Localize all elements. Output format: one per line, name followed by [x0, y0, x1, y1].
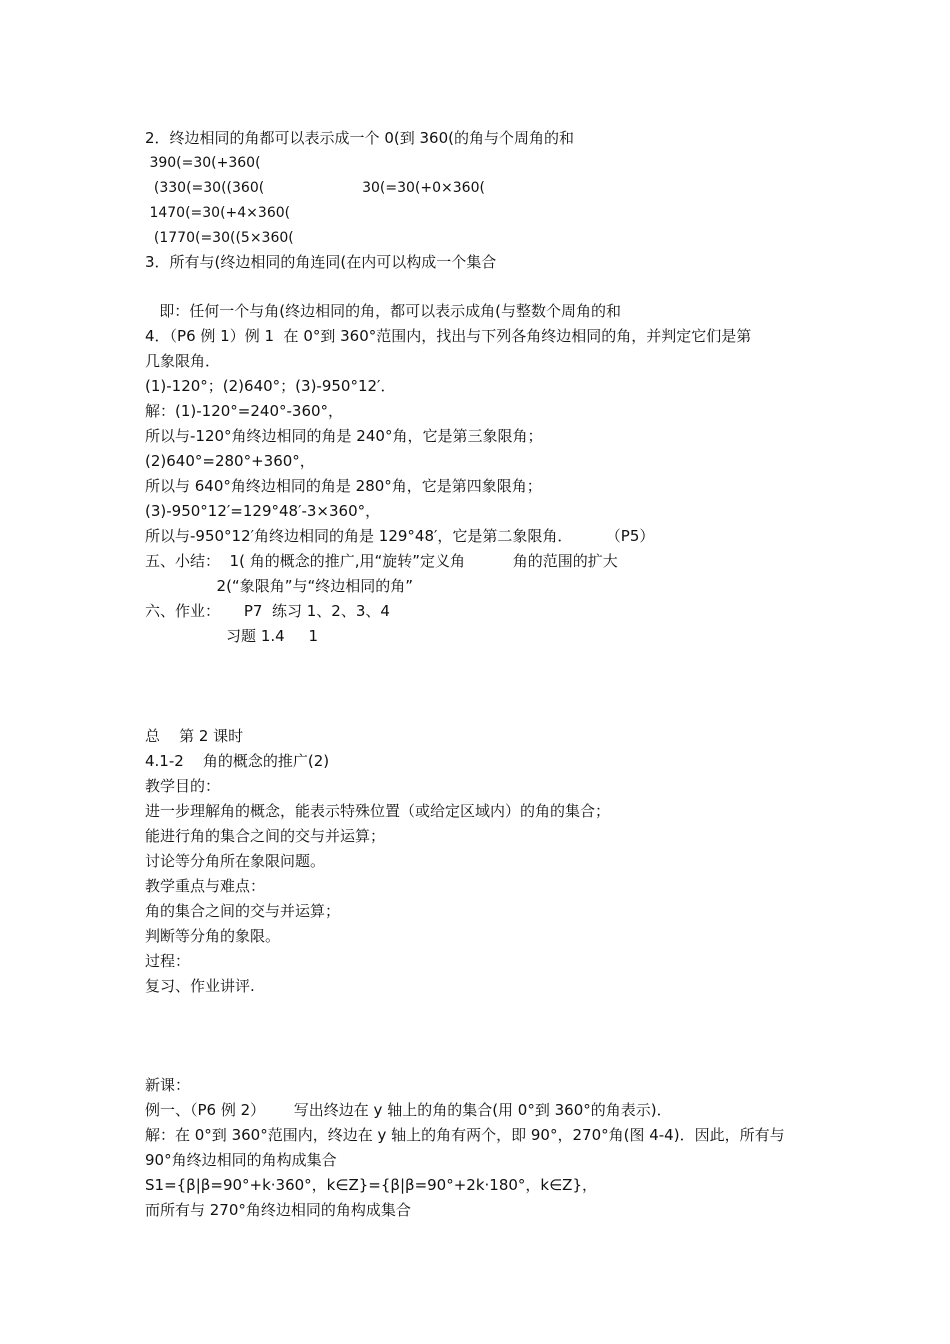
text-line: 进一步理解角的概念，能表示特殊位置（或给定区域内）的角的集合； [145, 802, 611, 820]
text-line: 3．所有与(终边相同的角连同(在内可以构成一个集合 [145, 253, 497, 271]
text-line: 新课： [145, 1076, 191, 1094]
text-line: 解：在 0°到 360°范围内，终边在 y 轴上的角有两个，即 90°，270°角(图 4-4)．因此，所有与 [145, 1126, 785, 1144]
text-line: 复习、作业讲评. [145, 977, 255, 995]
text-line: 1470(=30(+4×360( [145, 205, 291, 221]
text-line: S1={β|β=90°+k·360°，k∈Z}={β|β=90°+2k·180°，k∈Z}， [145, 1176, 597, 1194]
text-line: 例一、（P6 例 2） 写出终边在 y 轴上的角的集合(用 0°到 360°的角表示)． [145, 1101, 672, 1119]
text-line: 能进行角的集合之间的交与并运算； [145, 827, 386, 845]
text-line: 教学目的： [145, 777, 221, 795]
text-line: 所以与-950°12′角终边相同的角是 129°48′，它是第二象限角． （P5） [145, 527, 655, 545]
text-line: 4.1-2 角的概念的推广(2) [145, 752, 330, 770]
text-line: 教学重点与难点： [145, 877, 266, 895]
text-line: 390(=30(+360( [145, 155, 261, 171]
text-line: 几象限角． [145, 352, 221, 370]
text-line: (3)-950°12′=129°48′-3×360°， [145, 502, 381, 520]
text-line: 判断等分角的象限。 [145, 927, 281, 945]
text-line: (1770(=30((5×360( [145, 230, 294, 246]
text-line: 习题 1.4 1 [145, 627, 319, 645]
text-line: 而所有与 270°角终边相同的角构成集合 [145, 1201, 411, 1219]
text-line: 解：(1)-120°=240°-360°， [145, 402, 344, 420]
text-line: 4．（P6 例 1）例 1 在 0°到 360°范围内，找出与下列各角终边相同的角，并判定它们是第 [145, 327, 752, 345]
text-line: 所以与 640°角终边相同的角是 280°角，它是第四象限角； [145, 477, 542, 495]
text-line: 所以与-120°角终边相同的角是 240°角，它是第三象限角； [145, 427, 543, 445]
text-line: 五、小结： 1( 角的概念的推广,用“旋转”定义角 角的范围的扩大 [145, 552, 618, 570]
text-line: (1)-120°；(2)640°；(3)-950°12′． [145, 377, 396, 395]
text-line: 90°角终边相同的角构成集合 [145, 1151, 337, 1169]
text-line: 角的集合之间的交与并运算； [145, 902, 341, 920]
text-line: 六、作业： P7 练习 1、2、3、4 [145, 602, 390, 620]
text-line: 2．终边相同的角都可以表示成一个 0(到 360(的角与个周角的和 [145, 129, 574, 147]
text-line: (2)640°=280°+360°， [145, 452, 315, 470]
text-line: 即：任何一个与角(终边相同的角，都可以表示成角(与整数个周角的和 [145, 302, 622, 320]
text-line: 讨论等分角所在象限问题。 [145, 852, 326, 870]
text-line: (330(=30((360( 30(=30(+0×360( [145, 180, 485, 196]
text-line: 总 第 2 课时 [145, 727, 244, 745]
text-line: 2(“象限角”与“终边相同的角” [145, 577, 414, 595]
text-line: 过程： [145, 952, 191, 970]
